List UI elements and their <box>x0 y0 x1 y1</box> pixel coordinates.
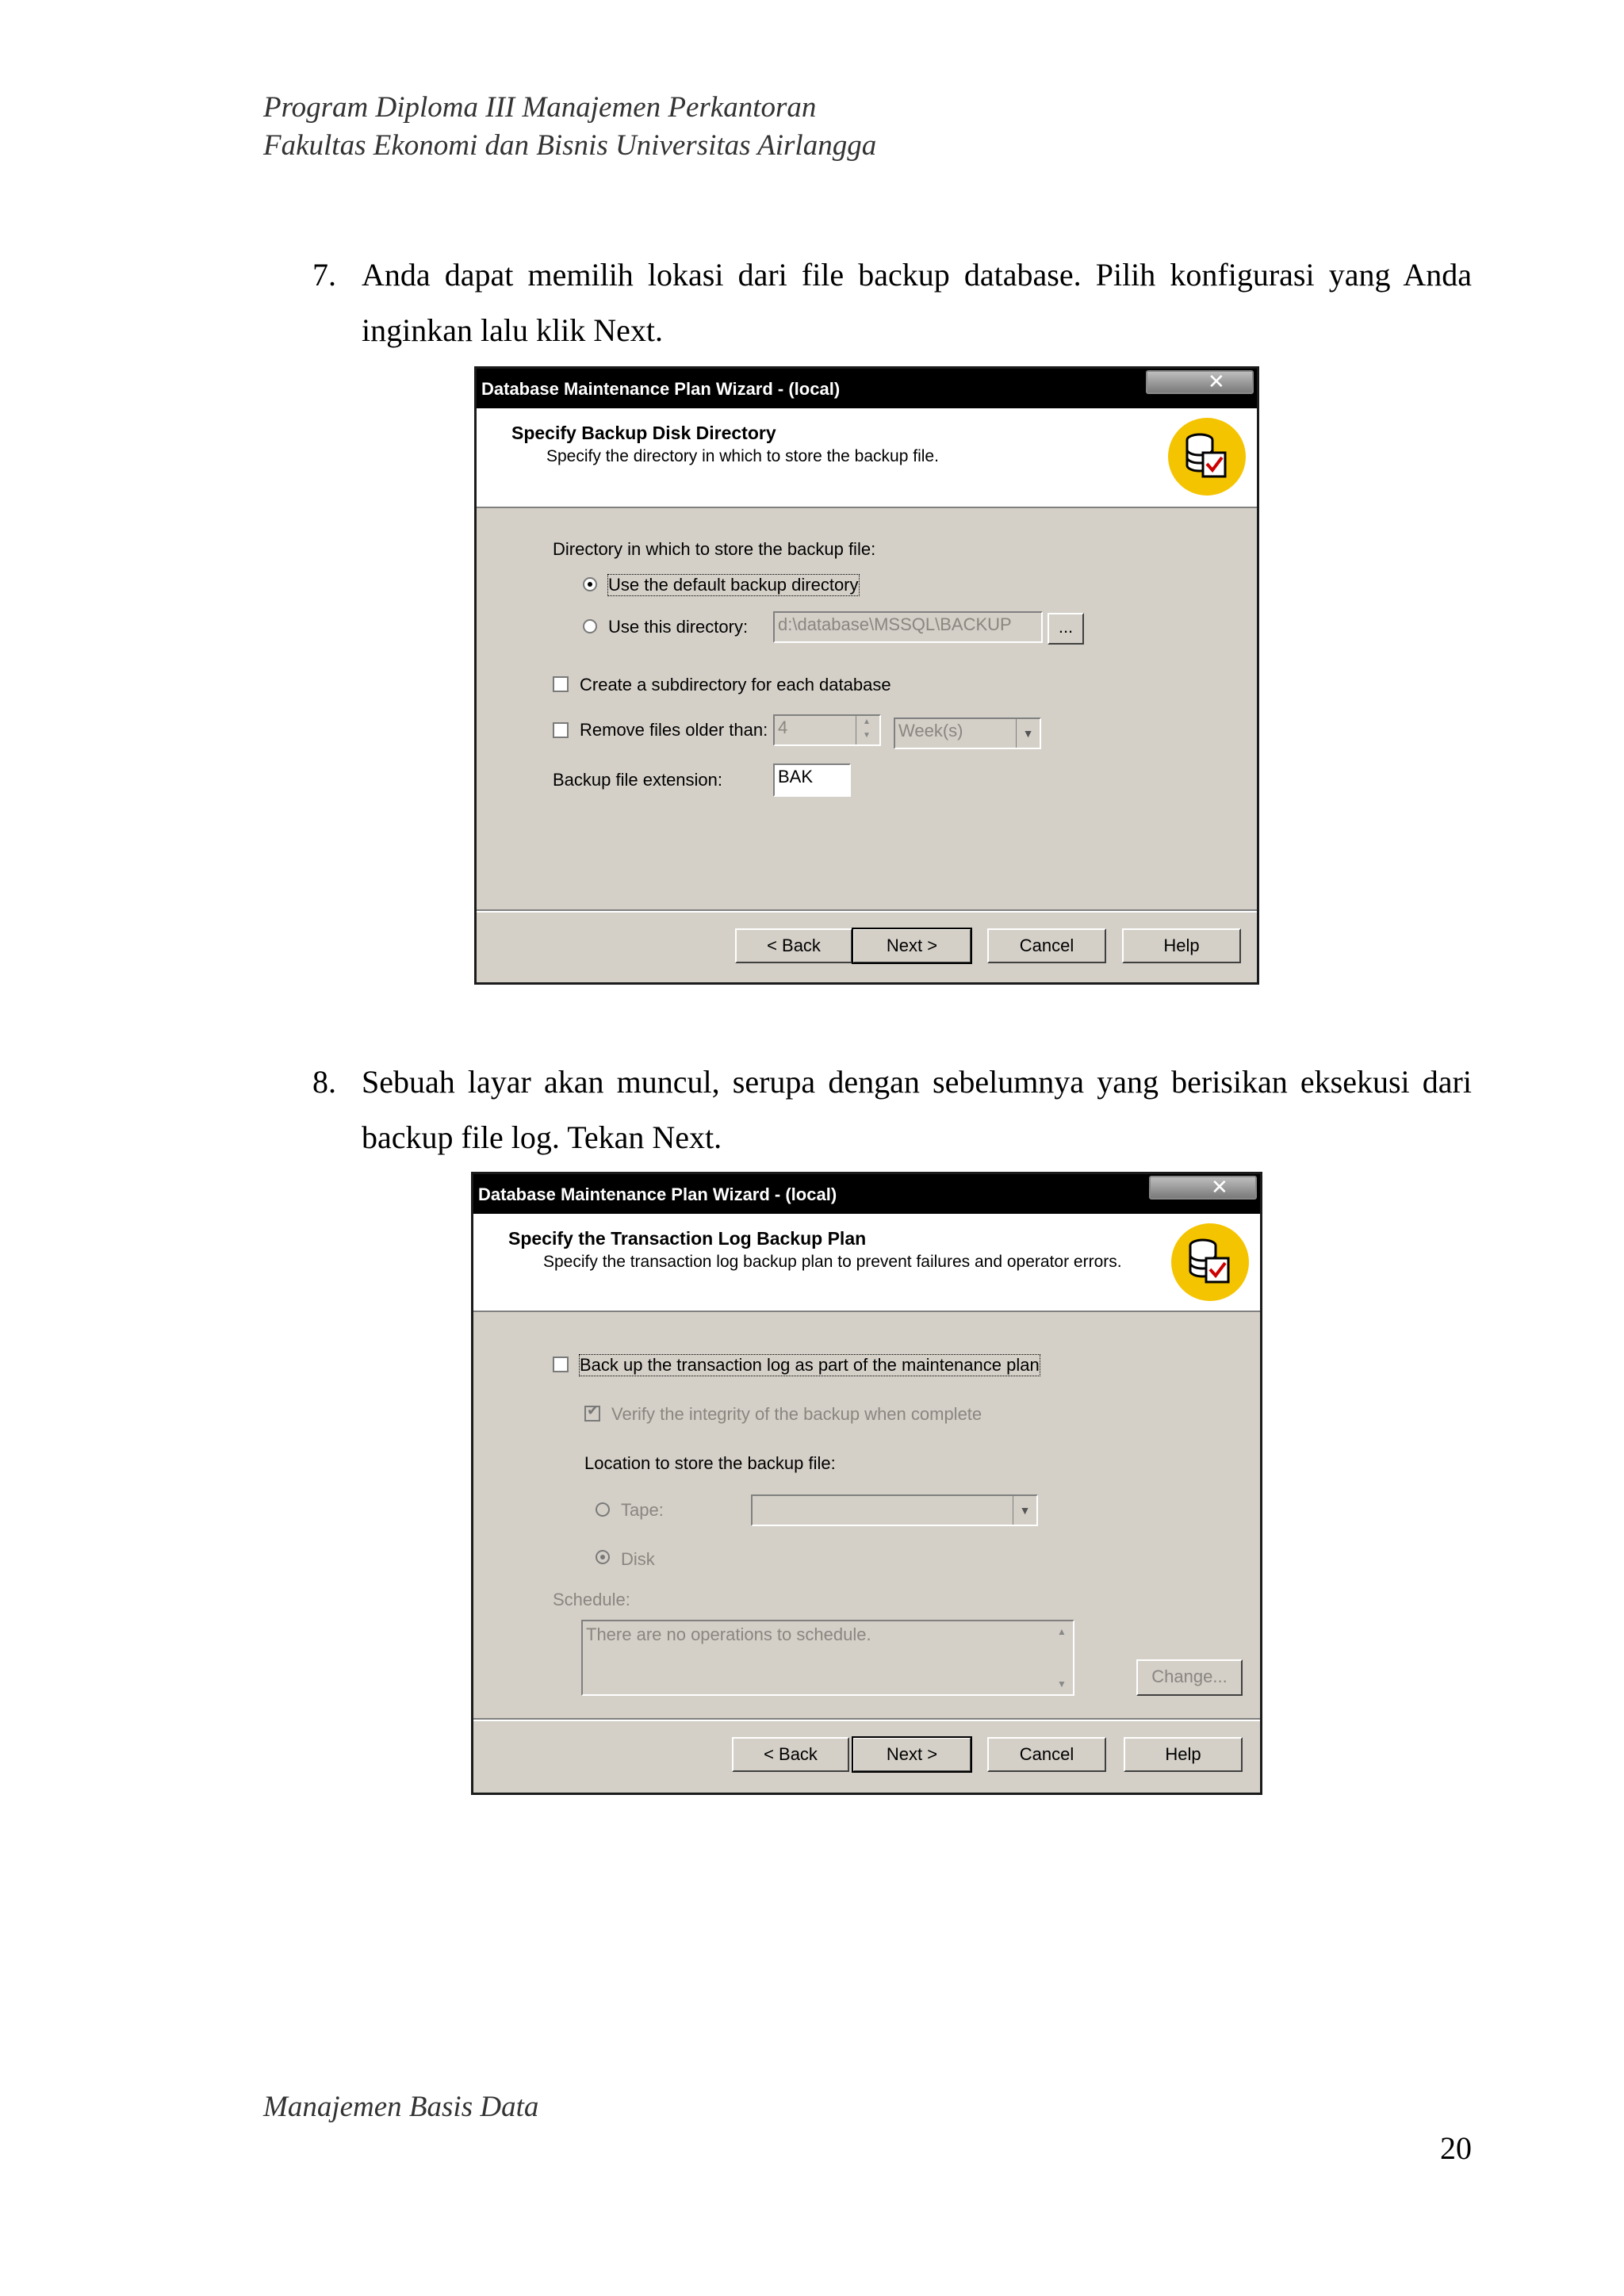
remove-files-checkbox[interactable] <box>553 722 569 738</box>
spin-up-icon: ▲ <box>863 718 871 726</box>
next-button[interactable]: Next > <box>852 1737 971 1772</box>
cancel-button[interactable]: Cancel <box>987 1737 1106 1772</box>
tape-select[interactable] <box>751 1494 1038 1526</box>
schedule-text: There are no operations to schedule. <box>586 1624 871 1644</box>
page-heading: Specify Backup Disk Directory <box>511 423 776 443</box>
wizard-header-panel <box>477 408 1257 508</box>
backup-log-label[interactable]: Back up the transaction log as part of the maintenance plan <box>580 1355 1040 1375</box>
header-line-1: Program Diploma III Manajemen Perkantoran <box>263 91 817 124</box>
directory-input[interactable]: d:\database\MSSQL\BACKUP <box>773 611 1043 643</box>
back-button[interactable]: < Back <box>732 1737 849 1772</box>
schedule-label: Schedule: <box>553 1590 630 1609</box>
disk-radio[interactable] <box>596 1550 610 1564</box>
extension-label: Backup file extension: <box>553 770 723 790</box>
cancel-button[interactable]: Cancel <box>987 928 1106 963</box>
close-button[interactable] <box>1149 1176 1257 1200</box>
help-button[interactable]: Help <box>1122 928 1241 963</box>
step-text: Anda dapat memilih lokasi dari file backup database. Pilih konfigurasi yang Anda inginkan lalu klik Next. <box>362 257 1472 348</box>
step-number: 8. <box>312 1064 336 1100</box>
remove-unit-value: Week(s) <box>898 721 963 740</box>
remove-unit-select[interactable] <box>894 718 1041 749</box>
schedule-box[interactable] <box>581 1620 1074 1696</box>
create-subdirectory-label[interactable]: Create a subdirectory for each database <box>580 675 891 695</box>
wizard-header-panel <box>473 1214 1260 1312</box>
this-directory-radio[interactable] <box>583 619 597 633</box>
back-button[interactable]: < Back <box>735 928 852 963</box>
transaction-log-backup-dialog <box>471 1172 1262 1795</box>
header-line-2: Fakultas Ekonomi dan Bisnis Universitas Airlangga <box>263 129 877 162</box>
extension-input[interactable]: BAK <box>773 763 851 797</box>
scroll-down-icon: ▼ <box>1057 1678 1067 1689</box>
schedule-scrollbar[interactable] <box>1052 1621 1073 1694</box>
verify-label[interactable]: Verify the integrity of the backup when complete <box>611 1404 982 1424</box>
default-directory-label[interactable]: Use the default backup directory <box>608 575 859 595</box>
step-7 <box>312 247 1472 358</box>
window-title: Database Maintenance Plan Wizard - (local) <box>478 1184 837 1204</box>
checkmark-icon: ✔ <box>587 1402 599 1418</box>
page-heading: Specify the Transaction Log Backup Plan <box>508 1228 867 1249</box>
disk-label[interactable]: Disk <box>621 1549 655 1569</box>
age-spinner[interactable] <box>856 716 879 744</box>
backup-disk-directory-dialog <box>474 366 1259 985</box>
browse-button[interactable]: ... <box>1048 613 1084 645</box>
close-icon: ✕ <box>1208 370 1225 394</box>
window-title: Database Maintenance Plan Wizard - (local) <box>481 379 841 399</box>
title-bar <box>477 369 1257 408</box>
directory-label: Directory in which to store the backup file: <box>553 539 876 559</box>
step-8 <box>312 1054 1472 1165</box>
close-button[interactable] <box>1146 370 1254 394</box>
change-button[interactable]: Change... <box>1136 1659 1243 1696</box>
page-subheading: Specify the transaction log backup plan to prevent failures and operator errors. <box>543 1253 1122 1271</box>
page-number: 20 <box>1440 2130 1472 2166</box>
next-button[interactable]: Next > <box>852 928 971 963</box>
footer-title: Manajemen Basis Data <box>263 2091 539 2123</box>
chevron-down-icon: ▼ <box>1016 719 1040 748</box>
backup-log-checkbox[interactable] <box>553 1357 569 1372</box>
tape-radio[interactable] <box>596 1502 610 1517</box>
step-text: Sebuah layar akan muncul, serupa dengan sebelumnya yang berisikan eksekusi dari backup file log. Tekan Next. <box>362 1064 1472 1155</box>
step-number: 7. <box>312 257 336 293</box>
remove-files-label[interactable]: Remove files older than: <box>580 720 768 740</box>
title-bar <box>473 1174 1260 1214</box>
tape-label[interactable]: Tape: <box>621 1500 664 1520</box>
help-button[interactable]: Help <box>1124 1737 1243 1772</box>
location-label: Location to store the backup file: <box>584 1453 836 1473</box>
remove-age-input[interactable] <box>773 714 881 746</box>
close-icon: ✕ <box>1211 1176 1228 1200</box>
verify-checkbox[interactable] <box>584 1402 600 1422</box>
default-directory-radio[interactable] <box>583 577 597 591</box>
database-wizard-icon <box>1168 418 1246 496</box>
this-directory-label[interactable]: Use this directory: <box>608 617 749 637</box>
separator <box>473 1718 1260 1721</box>
chevron-down-icon: ▼ <box>1013 1496 1036 1525</box>
separator <box>477 909 1257 913</box>
remove-age-value: 4 <box>778 718 788 737</box>
create-subdirectory-checkbox[interactable] <box>553 676 569 692</box>
page-subheading: Specify the directory in which to store the backup file. <box>546 447 939 465</box>
scroll-up-icon: ▲ <box>1057 1626 1067 1637</box>
spin-down-icon: ▼ <box>863 731 871 740</box>
database-wizard-icon <box>1171 1223 1249 1301</box>
